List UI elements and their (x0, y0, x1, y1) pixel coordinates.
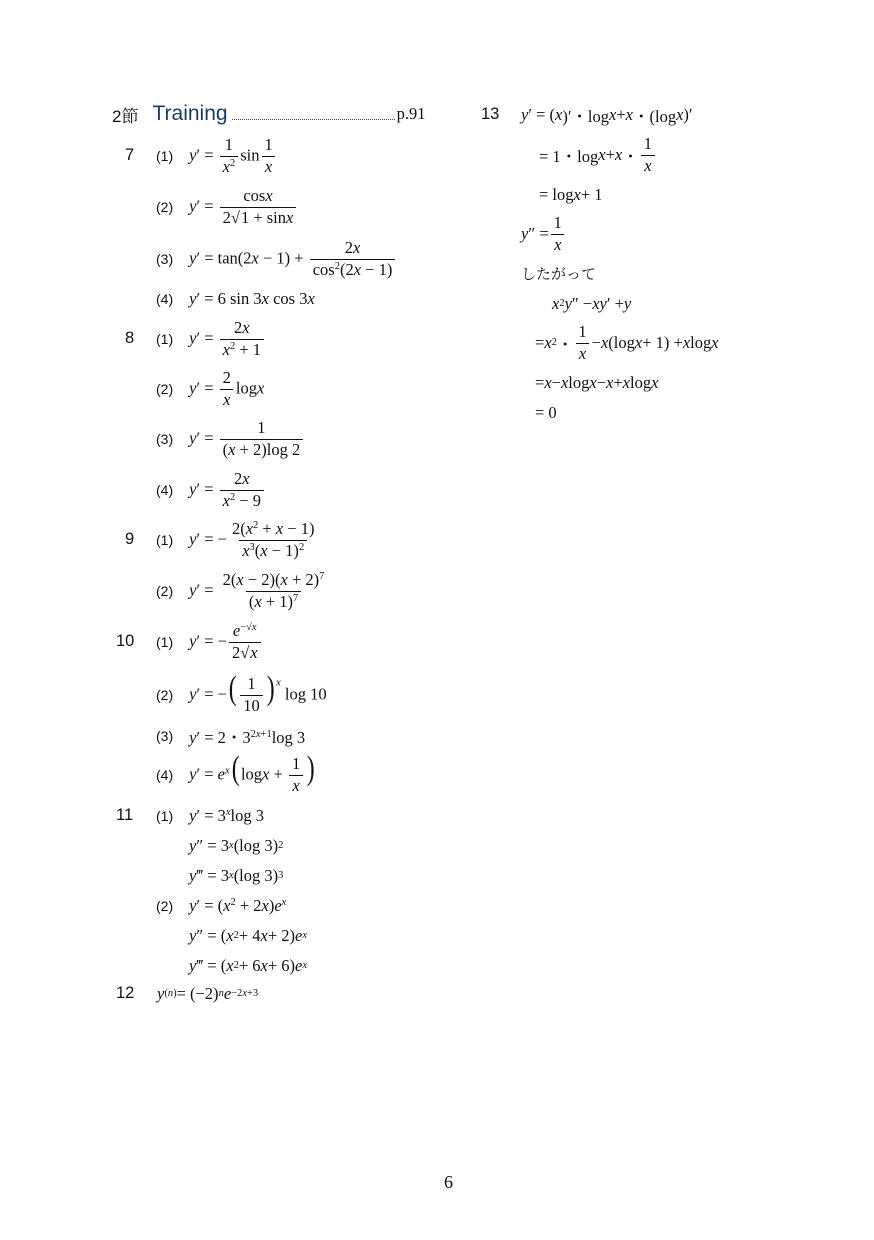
subpart-label: (2) (156, 687, 174, 703)
page-number: 6 (444, 1172, 453, 1192)
problem-number-10: 10 (116, 632, 135, 650)
subpart-label: (3) (156, 431, 174, 447)
problem-number-13: 13 (481, 105, 500, 123)
subpart-label: (1) (156, 532, 174, 548)
subpart-label: (1) (156, 808, 174, 824)
subpart-label: (3) (156, 728, 174, 744)
problem-number-7: 7 (125, 146, 135, 164)
problem-number-8: 8 (125, 329, 135, 347)
problem-number-12: 12 (116, 984, 135, 1002)
subpart-label: (4) (156, 767, 174, 783)
subpart-label: (4) (156, 291, 174, 307)
section-label: 2節 (112, 106, 139, 126)
subpart-label: (1) (156, 634, 174, 650)
subpart-label: (2) (156, 381, 174, 397)
subpart-label: (3) (156, 251, 174, 267)
subpart-label: (1) (156, 331, 174, 347)
section-title: Training (152, 102, 228, 125)
page-reference: p.91 (396, 104, 426, 123)
leader-dots (232, 109, 395, 120)
problem-number-11: 11 (116, 806, 134, 824)
subpart-label: (2) (156, 199, 174, 215)
subpart-label: (4) (156, 482, 174, 498)
problem-number-9: 9 (125, 530, 135, 548)
subpart-label: (2) (156, 898, 174, 914)
subpart-label: (1) (156, 148, 174, 164)
subpart-label: (2) (156, 583, 174, 599)
